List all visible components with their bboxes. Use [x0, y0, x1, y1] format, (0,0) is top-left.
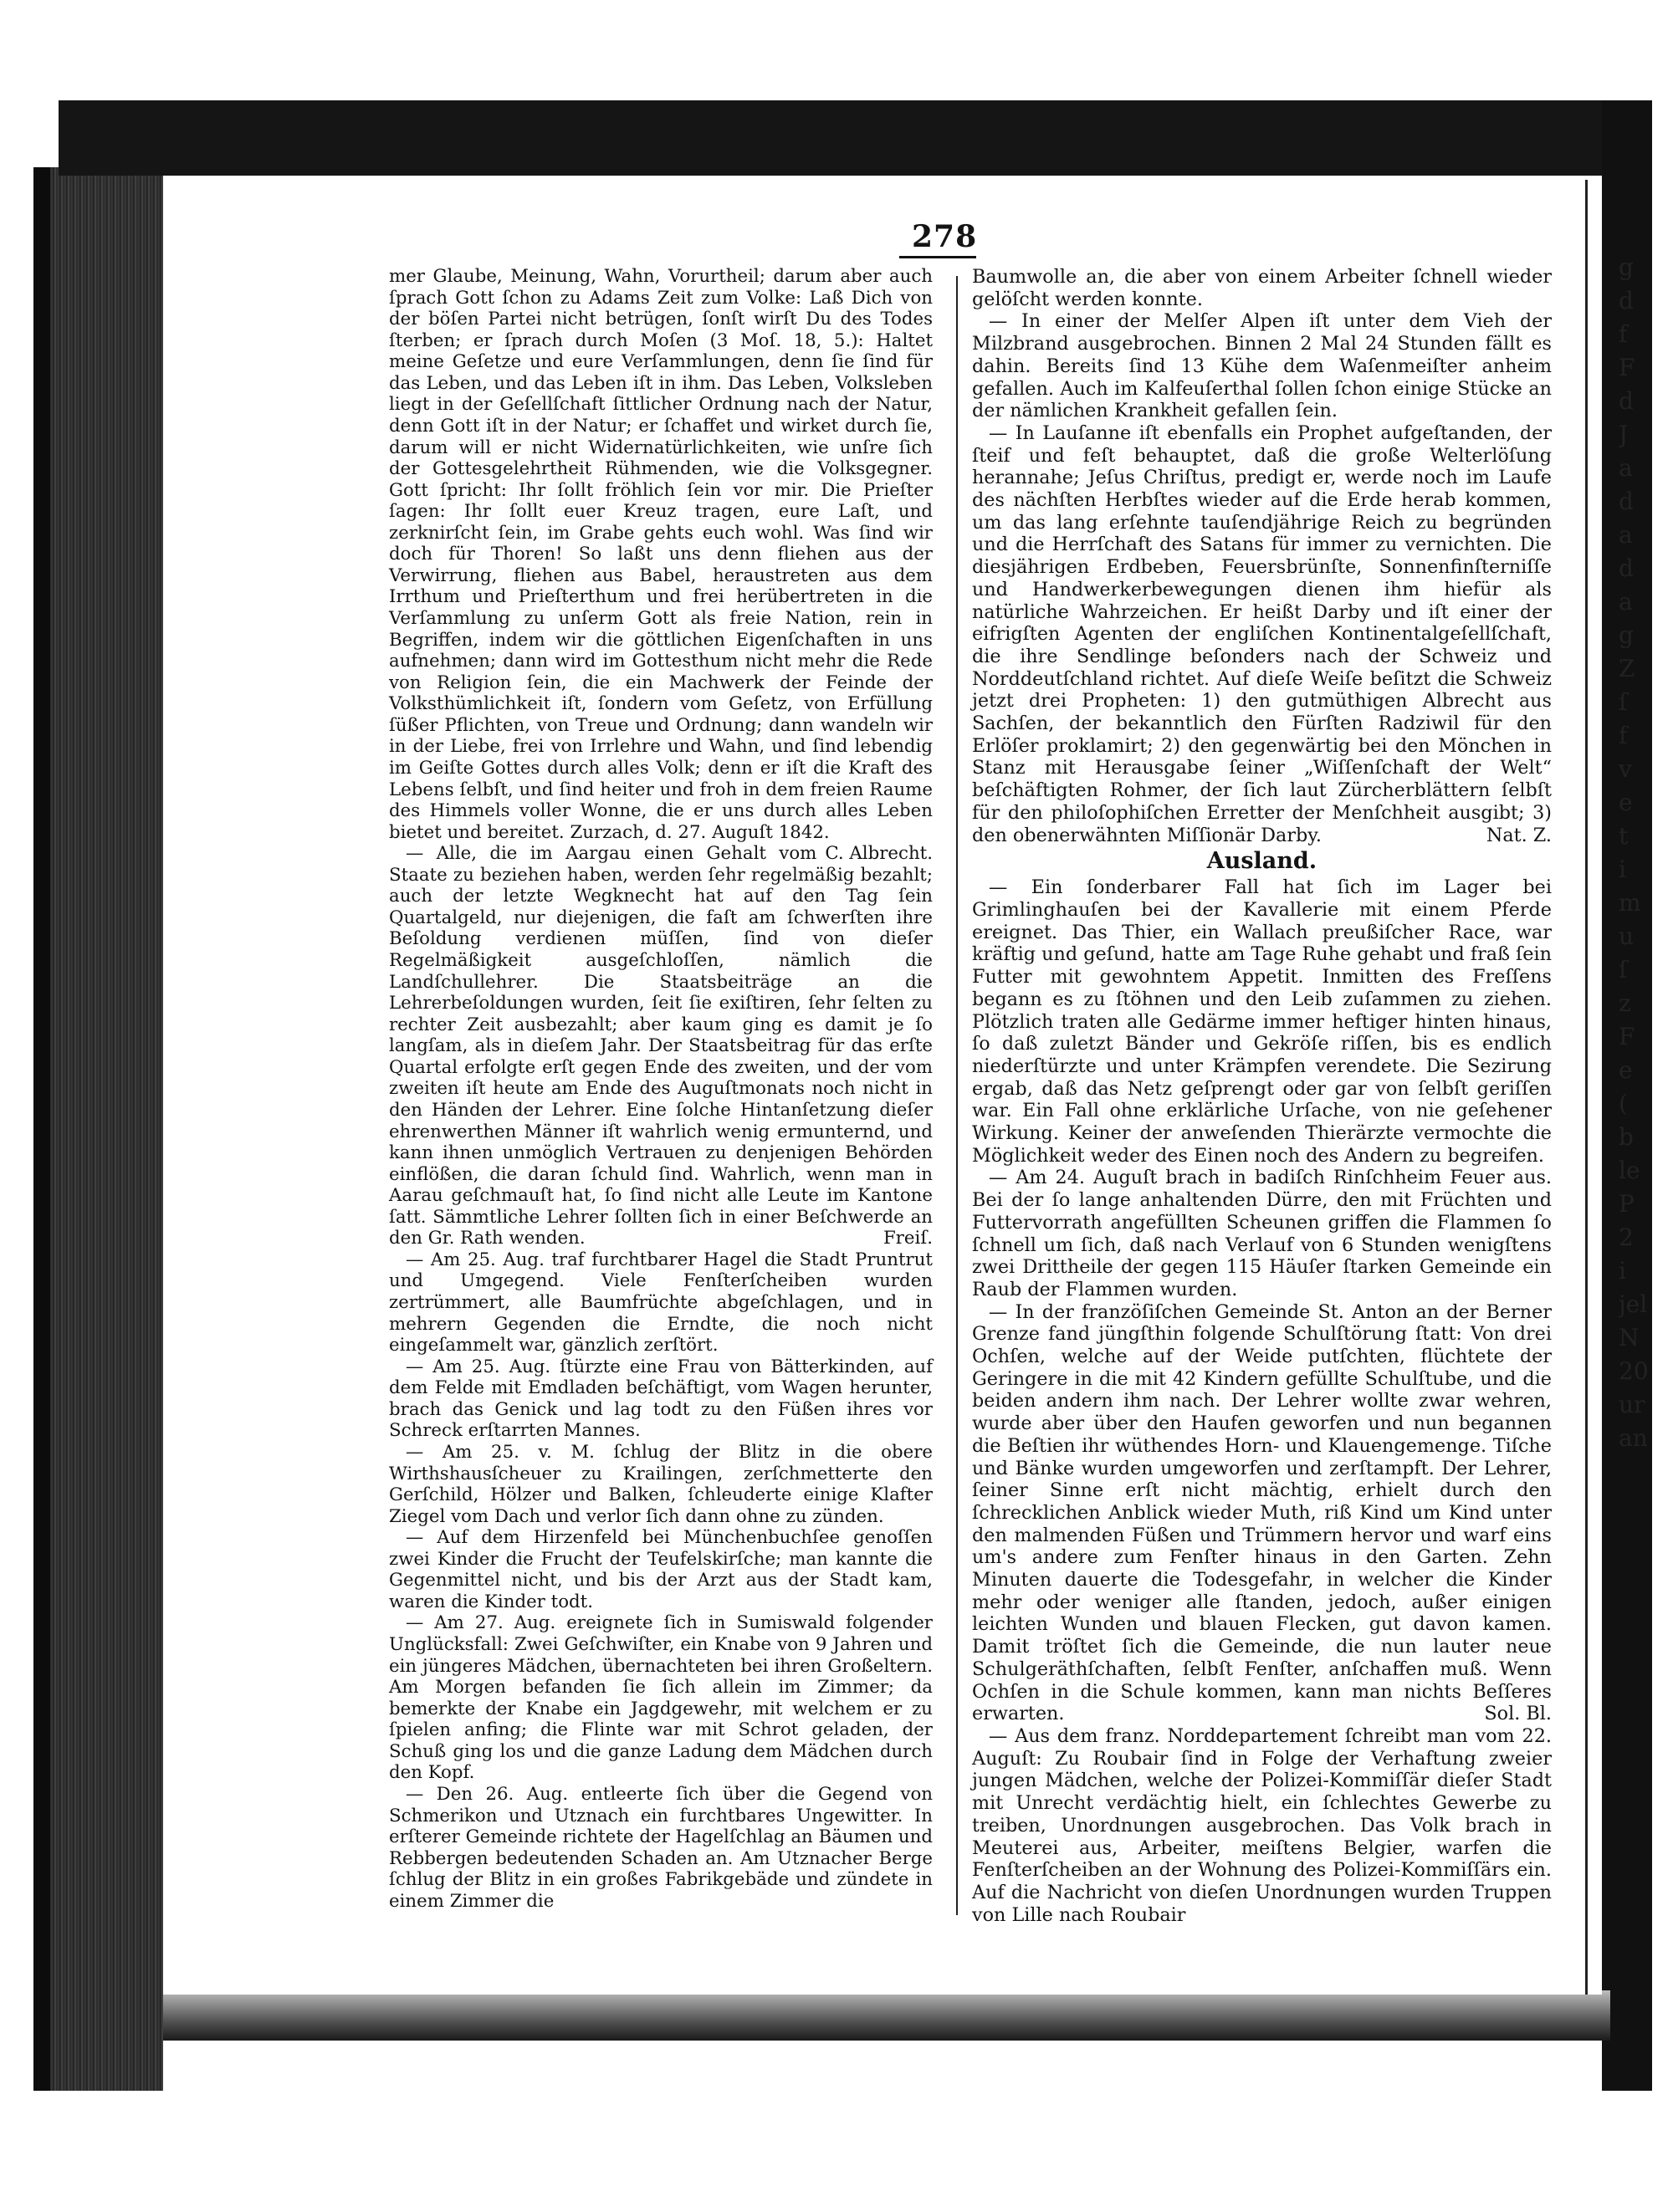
column-divider	[956, 276, 958, 1915]
fragment-glyph: d	[1619, 554, 1634, 582]
page-number-rule	[899, 256, 976, 258]
fragment-glyph: a	[1619, 588, 1633, 616]
paragraph-text: — Alle, die im Aargau einen Gehalt vom Staate zu beziehen haben, werden ſehr regelmäßig bezahlt; auch der letzte Wegknecht hat auf den Tag ſein Quartalgeld, nur diejenigen, die faſt am ſchwerſten ihre Beſoldung verdienen müſſen, ſind von dieſer Regelmäßigkeit ausgeſchloſſen, nämlich die Landſchullehrer. Die Staatsbeiträge an die Lehrerbeſoldungen wurden, ſeit ſie exiſtiren, ſehr ſelten zu rechter Zeit ausbezahlt; aber kaum ging es damit je ſo langſam, als in dieſem Jahr. Der Staatsbeitrag für das erſte Quartal erfolgte erſt gegen Ende des zweiten, und der vom zweiten iſt heute am Ende des Auguſtmonats noch nicht in den Händen der Lehrer. Eine ſolche Hintanſetzung dieſer ehrenwerthen Männer iſt wahrlich wenig ermunternd, und kann ihnen unmöglich Vertrauen zu denjenigen Behörden einflößen, die daran ſchuld ſind. Wahrlich, wenn man in Aarau geſchmauſt hat, ſo ſind nicht alle Leute im Kantone ſatt. Sämmtliche Lehrer ſollten ſich in einer Beſchwerde an den Gr. Rath wenden.	[389, 843, 933, 1249]
article-paragraph	[389, 1442, 933, 1527]
source-signature: Nat. Z.	[1486, 824, 1552, 846]
fragment-glyph: t	[1619, 822, 1629, 850]
page-edge-rule	[1585, 180, 1588, 1995]
page-number: 278	[912, 219, 978, 254]
article-paragraph	[389, 1356, 933, 1442]
paragraph-text: — Am 27. Aug. ereignete ſich in Sumiswald folgender Unglücksfall: Zwei Geſchwiſter, ein Knabe von 9 Jahren und ein jüngeres Mädchen, übernachteten bei ihren Großeltern. Am Morgen befanden ſie ſich allein im Zimmer; da bemerkte der Knabe ein Jagdgewehr, mit welchem er zu ſpielen anfing; die Flinte war mit Schrot geladen, der Schuß ging los und die ganze Ladung dem Mädchen durch den Kopf.	[389, 1612, 933, 1784]
fragment-glyph: ur	[1619, 1391, 1645, 1418]
fragment-glyph: (	[1619, 1090, 1628, 1117]
source-signature: Freiſ.	[883, 1228, 933, 1249]
article-paragraph	[972, 422, 1552, 846]
article-paragraph	[389, 843, 933, 1249]
fragment-glyph: a	[1619, 454, 1633, 482]
scan-top-border	[59, 100, 1614, 176]
fragment-glyph: F	[1619, 1023, 1635, 1050]
paragraph-text: Baumwolle an, die aber von einem Arbeiter ſchnell wieder gelöſcht werden konnte.	[972, 266, 1552, 310]
fragment-glyph: m	[1619, 889, 1641, 917]
fragment-glyph: i	[1619, 856, 1626, 883]
neighbour-page-fragment	[1619, 251, 1669, 1840]
fragment-glyph: F	[1619, 354, 1635, 381]
article-paragraph	[389, 1612, 933, 1784]
article-paragraph	[389, 266, 933, 865]
left-column	[389, 266, 933, 1912]
fragment-glyph: g	[1619, 253, 1634, 281]
fragment-glyph: 2	[1619, 1223, 1634, 1251]
article-paragraph	[972, 876, 1552, 1167]
article-paragraph	[389, 1784, 933, 1912]
fragment-glyph: i	[1619, 1257, 1626, 1285]
fragment-glyph: e	[1619, 1056, 1633, 1084]
article-paragraph	[972, 1167, 1552, 1300]
source-signature: C. Albrecht.	[825, 843, 933, 865]
fragment-glyph: d	[1619, 387, 1634, 415]
fragment-glyph: z	[1619, 989, 1631, 1017]
fragment-glyph: J	[1619, 421, 1629, 448]
paragraph-text: — Am 25. v. M. ſchlug der Blitz in die obere Wirthshausſcheuer zu Krailingen, zerſchmetterte den Gerſchild, Hölzer und Balken, ſchleuderte einige Klafter Ziegel vom Dach und verlor ſich dann ohne zu zünden.	[389, 1441, 933, 1527]
fragment-glyph: v	[1619, 755, 1632, 783]
paragraph-text: — Auf dem Hirzenfeld bei Münchenbuchſee genoſſen zwei Kinder die Frucht der Teufelskirſche; man kannte die Gegenmittel nicht, und bis der Arzt aus der Stadt kam, waren die Kinder todt.	[389, 1527, 933, 1612]
scan-bottom-shadow	[163, 1990, 1610, 2041]
article-paragraph	[972, 310, 1552, 422]
fragment-glyph: f	[1619, 320, 1628, 348]
paragraph-text: — In der franzöſiſchen Gemeinde St. Anton an der Berner Grenze fand jüngſthin folgende Schulſtörung ſtatt: Von drei Ochſen, welche auf der Weide putſchten, flüchtete der Geringere in die mit 42 Kindern gefüllte Schulſtube, und die beiden andern ihm nach. Der Lehrer wollte zwar wehren, wurde aber über den Haufen geworfen und nun begannen die Beſtien ihr wüthendes Horn- und Klauengemenge. Tiſche und Bänke wurden umgeworfen und zerſtampft. Der Lehrer, ſeiner Sinne erſt nicht mächtig, erhielt durch den ſchrecklichen Anblick wieder Muth, riß Kind um Kind unter den malmenden Füßen und Trümmern hervor und warf eins um's andere zum Fenſter hinaus in den Garten. Zehn Minuten dauerte die Todesgefahr, in welcher die Kinder mehr oder weniger alle ſtanden, jedoch, außer einigen leichten Wunden und blauen Flecken, gut davon kamen. Damit tröſtet ſich die Gemeinde, die nun lauter neue Schulgeräthſchaften, ſelbſt Fenſter, anſchaffen muß. Wenn Ochſen in die Schule kommen, kann man nichts Beſſeres erwarten.	[972, 1300, 1552, 1725]
fragment-glyph: d	[1619, 488, 1634, 515]
paragraph-text: — Am 25. Aug. traf furchtbarer Hagel die Stadt Pruntrut und Umgegend. Viele Fenſterſcheiben wurden zertrümmert, alle Baumfrüchte abgeſchlagen, und in mehrern Gegenden die Erndte, die noch nicht eingeſammelt war, gänzlich zerſtört.	[389, 1249, 933, 1356]
fragment-glyph: ſ	[1619, 956, 1628, 983]
paragraph-text: — Ein ſonderbarer Fall hat ſich im Lager bei Grimlinghauſen bei der Kavallerie mit einem Pferde ereignet. Das Thier, ein Wallach preußiſcher Race, war kräftig und geſund, hatte am Tage Ruhe gehabt und fraß ſein Futter mit gewohntem Appetit. Inmitten des Freſſens begann es zu ſtöhnen und den Leib zuſammen zu ziehen. Plötzlich traten alle Gedärme immer heftiger hinten hinaus, ſo daß zuletzt Bänder und Gekröſe riſſen, bis es endlich niederſtürzte und unter Krämpfen verendete. Die Sezirung ergab, daß das Netz geſprengt oder gar von ſelbſt geriſſen war. Ein Fall ohne erklärliche Urſache, von nie geſehener Wirkung. Keiner der anweſenden Thierärzte vermochte die Möglichkeit weder des Einen noch des Andern zu begreifen.	[972, 876, 1552, 1167]
fragment-glyph: ſ	[1619, 688, 1628, 716]
article-paragraph	[972, 1301, 1552, 1725]
fragment-glyph: Z	[1619, 655, 1635, 682]
fragment-glyph: f	[1619, 722, 1628, 749]
book-spine	[50, 167, 163, 2091]
paragraph-text: — Am 24. Auguſt brach in badiſch Rinſchheim Feuer aus. Bei der ſo lange anhaltenden Dürre, den mit Früchten und Futtervorrath angefüllten Scheunen griffen die Flammen ſo ſchnell um ſich, daß nach Verlauf von 6 Stunden wenigſtens zwei Drittheile der gegen 115 Häuſer ſtarken Gemeinde ein Raub der Flammen wurden.	[972, 1167, 1552, 1300]
fragment-glyph: u	[1619, 922, 1635, 950]
fragment-glyph: P	[1619, 1190, 1635, 1218]
fragment-glyph: a	[1619, 521, 1633, 549]
paragraph-text: — Aus dem franz. Norddepartement ſchreibt man vom 22. Auguſt: Zu Roubair ſind in Folge der Verhaftung zweier jungen Mädchen, welche der Polizei-Kommiſſär dieſer Stadt mit Unrecht verdächtig hielt, ein ſchlechtes Gewerbe zu treiben, Unordnungen ausgebrochen. Das Volk brach in Meuterei aus, Arbeiter, meiſtens Belgier, warfen die Fenſterſcheiben an der Wohnung des Polizei-Kommiſſärs ein. Auf die Nachricht von dieſen Unordnungen wurden Truppen von Lille nach Roubair	[972, 1725, 1552, 1926]
paragraph-text: mer Glaube, Meinung, Wahn, Vorurtheil; darum aber auch ſprach Gott ſchon zu Adams Zeit zum Volke: Laß Dich von der böſen Partei nicht betrügen, ſonſt wirſt Du des Todes ſterben; er ſprach durch Moſen (3 Moſ. 18, 5.): Haltet meine Geſetze und eure Verſammlungen, denn ſie ſind für das Leben, und das Leben iſt in ihm. Das Leben, Volksleben liegt in der Geſellſchaft ſittlicher Ordnung nach der Natur, denn Gott iſt in der Natur; er ſchaffet und wirket durch ſie, darum will er nicht Widernatürlichkeiten, wie unſre ſich der Gottesgelehrtheit Rühmenden, wie die Volksgegner. Gott ſpricht: Ihr ſollt fröhlich ſein vor mir. Die Prieſter ſagen: Ihr ſollt euer Kreuz tragen, eure Laſt, und zerknirſcht ſein, im Grabe gehts euch wohl. Was ſind wir doch für Thoren! So laßt uns denn fliehen aus der Verwirrung, fliehen aus Babel, heraustreten aus dem Irrthum und Prieſterthum und frei herübertreten in die Verſammlung zu unſerm Gott als freie Nation, rein in Begriffen, indem wir die göttlichen Eigenſchaften in uns aufnehmen; dann wird im Gottesthum nicht mehr die Rede von Religion ſein, die ein Machwerk der Feinde der Volksthümlichkeit iſt, ſondern vom Geſetz, von Erfüllung ſüßer Pflichten, von Treue und Ordnung; dann wandeln wir in der Liebe, frei von Irrlehre und Wahn, und ſind lebendig im Geiſte Gottes durch alles Volk; denn er iſt die Kraft des Lebens ſelbſt, und ſind heiter und froh in dem freien Raume des Himmels voller Wonne, die er uns durch alles Leben bietet und bereitet. Zurzach, d. 27. Auguſt 1842.	[389, 266, 933, 843]
section-heading: Ausland.	[1206, 848, 1317, 875]
fragment-glyph: d	[1619, 287, 1634, 314]
fragment-glyph: e	[1619, 789, 1633, 816]
paragraph-text: — In einer der Melſer Alpen iſt unter dem Vieh der Milzbrand ausgebrochen. Binnen 2 Mal 24 Stunden fällt es dahin. Bereits ſind 13 Kühe dem Waſenmeiſter anheim gefallen. Auch im Kalfeuſerthal ſollen ſchon einige Stücke an der nämlichen Krankheit gefallen ſein.	[972, 310, 1552, 422]
article-paragraph	[389, 1249, 933, 1356]
fragment-glyph: le	[1619, 1157, 1640, 1184]
fragment-glyph: an	[1619, 1424, 1648, 1452]
source-signature: Sol. Bl.	[1484, 1703, 1552, 1725]
article-paragraph	[972, 1725, 1552, 1926]
fragment-glyph: jel	[1619, 1290, 1648, 1318]
fragment-glyph: N	[1619, 1324, 1640, 1351]
fragment-glyph: g	[1619, 621, 1634, 649]
paragraph-text: — Den 26. Aug. entleerte ſich über die Gegend von Schmerikon und Utznach ein furchtbares Ungewitter. In erſterer Gemeinde richtete der Hagelſchlag an Bäumen und Rebbergen bedeutenden Schaden an. Am Utznacher Berge ſchlug der Blitz in ein großes Fabrikgebäde und zündete in einem Zimmer die	[389, 1783, 933, 1912]
article-paragraph	[389, 1527, 933, 1612]
article-paragraph	[972, 266, 1552, 310]
fragment-glyph: 20	[1619, 1357, 1649, 1385]
paragraph-text: — In Lauſanne iſt ebenfalls ein Prophet aufgeſtanden, der ſteif und feſt behauptet, daß die große Welterlöſung herannahe; Jeſus Chriſtus, predigt er, werde noch im Laufe des nächſten Herbſtes wieder auf die Erde herab kommen, um das lang erſehnte tauſendjährige Reich zu begründen und die Herrſchaft des Satans für immer zu vernichten. Die diesjährigen Erdbeben, Feuersbrünſte, Sonnenfinſterniſſe und Handwerkerbewegungen dienen ihm hiefür als natürliche Wahrzeichen. Er heißt Darby und iſt einer der eifrigſten Agenten der engliſchen Kontinentalgeſellſchaft, die ihre Sendlinge beſonders nach der Schweiz und Norddeutſchland richtet. Auf dieſe Weiſe beſitzt die Schweiz jetzt drei Propheten: 1) den gutmüthigen Albrecht aus Sachſen, der bekanntlich den Fürſten Radziwil für den Erlöſer proklamirt; 2) den gegenwärtig bei den Mönchen in Stanz mit Herausgabe ſeiner „Wiſſenſchaft der Welt“ beſchäftigten Rohmer, der ſich laut Zürcherblättern ſelbſt für den philoſophiſchen Erretter der Menſchheit ausgibt; 3) den obenerwähnten Miſſionär Darby.	[972, 421, 1552, 846]
paragraph-text: — Am 25. Aug. ſtürzte eine Frau von Bätterkinden, auf dem Felde mit Emdladen beſchäftigt, vom Wagen herunter, brach das Genick und lag todt zu den Füßen ihres vor Schreck erſtarrten Mannes.	[389, 1356, 933, 1442]
right-column	[972, 266, 1552, 1926]
fragment-glyph: b	[1619, 1123, 1634, 1151]
